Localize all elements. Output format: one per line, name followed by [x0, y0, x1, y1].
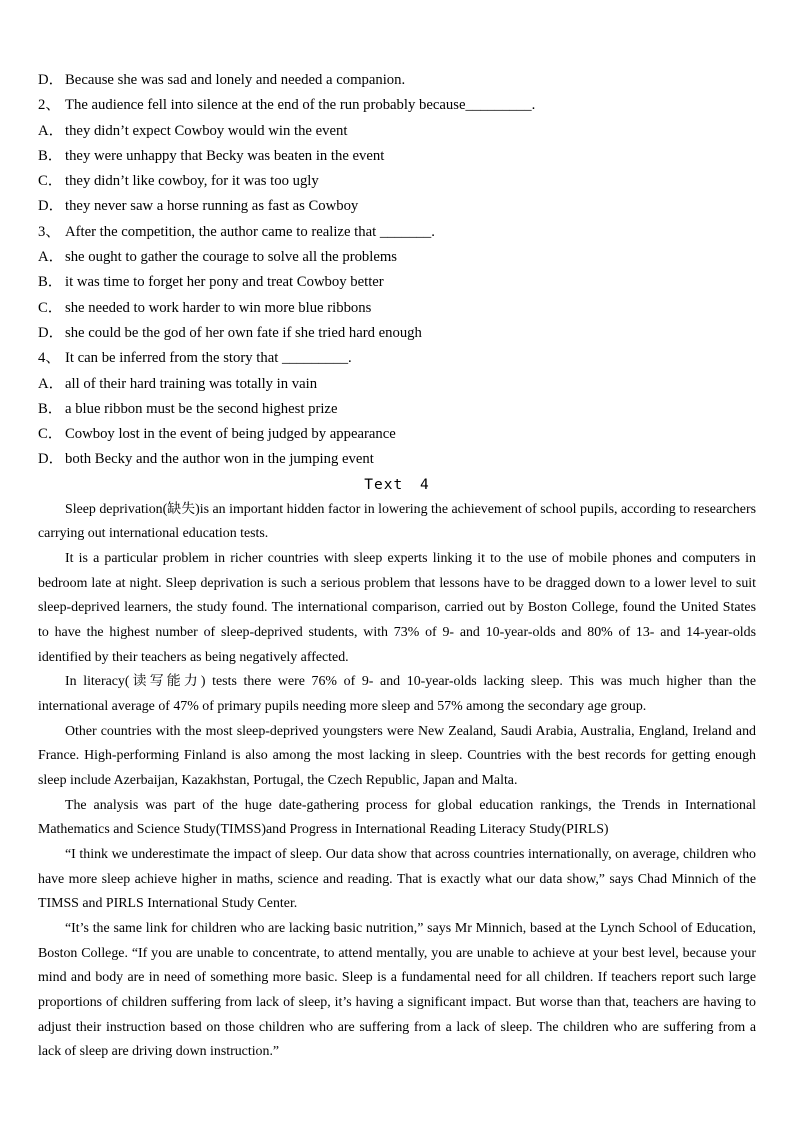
option-label: B． [38, 274, 63, 291]
passage-paragraph: It is a particular problem in richer countries with sleep experts linking it to the use of mobile phones and computers in bedroom late at night. Sleep deprivation is such a serious problem that lessons have to be dragged down to a lower level to suit sleep-deprived learners, the study found. The international comparison, carried out by Boston College, found the United States to have the highest number of sleep-deprived students, with 73% of 9- and 10-year-olds and 80% of 13- and 14-year-olds identified by their teachers as being negatively affected. [38, 551, 756, 665]
question-stem-line [38, 93, 756, 118]
question-option-line [38, 119, 756, 144]
passage-paragraph: The analysis was part of the huge date-gathering process for global education rankings, the Trends in International Mathematics and Science Study(TIMSS)and Progress in International Reading Literacy Study(PIRLS) [38, 797, 756, 838]
option-label: D． [38, 451, 64, 468]
option-text: it was time to forget her pony and treat Cowboy better [65, 274, 384, 291]
passage-paragraph: Sleep deprivation(缺失)is an important hidden factor in lowering the achievement of school pupils, according to researchers carrying out international education tests. [38, 501, 756, 542]
option-text: Because she was sad and lonely and needed a companion. [65, 72, 406, 88]
question-stem: After the competition, the author came to realize that _______. [65, 223, 435, 240]
option-text: Cowboy lost in the event of being judged by appearance [65, 426, 396, 443]
question-number: 2、 [38, 97, 61, 114]
question-section [38, 68, 756, 473]
question-option-line [38, 397, 756, 422]
option-text: all of their hard training was totally in vain [65, 375, 318, 392]
option-label: A． [38, 122, 64, 139]
question-option-line [38, 169, 756, 194]
option-text: a blue ribbon must be the second highest prize [65, 400, 338, 417]
question-option-line [38, 144, 756, 169]
option-label: A． [38, 249, 64, 266]
question-stem: It can be inferred from the story that _________. [65, 350, 352, 367]
option-label: B． [38, 400, 63, 417]
passage-paragraph: “I think we underestimate the impact of sleep. Our data show that across countries internationally, on average, children who have more sleep achieve higher in maths, science and reading. That is exactly what our data show,” says Chad Minnich of the TIMSS and PIRLS International Study Center. [38, 846, 756, 912]
option-text: they didn’t expect Cowboy would win the event [65, 122, 348, 139]
question-option-line [38, 194, 756, 219]
question-stem: The audience fell into silence at the end of the run probably because_________. [65, 97, 536, 114]
question-stem-line [38, 346, 756, 371]
question-option-line [38, 447, 756, 472]
question-option-line [38, 270, 756, 295]
question-option-line [38, 372, 756, 397]
option-label: D． [38, 72, 64, 88]
option-label: C． [38, 426, 63, 443]
carryover-option-line [38, 68, 756, 93]
option-label: B． [38, 147, 63, 164]
option-label: D． [38, 324, 64, 341]
passage-title: Text 4 [364, 476, 430, 493]
question-option-line [38, 422, 756, 447]
option-label: C． [38, 299, 63, 316]
option-text: they were unhappy that Becky was beaten in the event [65, 147, 385, 164]
option-label: C． [38, 173, 63, 190]
option-text: they didn’t like cowboy, for it was too ugly [65, 173, 319, 190]
passage-paragraph: “It’s the same link for children who are lacking basic nutrition,” says Mr Minnich, based at the Lynch School of Education, Boston College. “If you are unable to concentrate, to attend mentally, you are unable to achieve at your best level, because your mind and body are in need of something more basic. Sleep is a fundamental need for all children. If teachers report such large proportions of children suffering from lack of sleep, it’s having a significant impact. But worse than that, teachers are having to adjust their instruction based on those children who are suffering from a lack of sleep. The children who are suffering from a lack of sleep are driving down instruction.” [38, 920, 756, 1060]
passage-paragraph: In literacy(读写能力) tests there were 76% of 9- and 10-year-olds lacking sleep. This was much higher than the international average of 47% of primary pupils needing more sleep and 57% among the secondary age group. [38, 674, 756, 714]
option-label: A． [38, 375, 64, 392]
question-stem-line [38, 220, 756, 245]
question-option-line [38, 245, 756, 270]
option-text: both Becky and the author won in the jumping event [65, 451, 374, 468]
question-number: 4、 [38, 350, 61, 367]
passage-body [38, 498, 756, 1065]
question-number: 3、 [38, 223, 61, 240]
passage-paragraph: Other countries with the most sleep-deprived youngsters were New Zealand, Saudi Arabia, Australia, England, Ireland and France. High-performing Finland is also among the most lacking in sleep. Countries with the best records for getting enough sleep include Azerbaijan, Kazakhstan, Portugal, the Czech Republic, Japan and Malta. [38, 723, 756, 788]
option-text: they never saw a horse running as fast as Cowboy [65, 198, 359, 215]
option-text: she could be the god of her own fate if she tried hard enough [65, 324, 422, 341]
question-option-line [38, 296, 756, 321]
option-text: she needed to work harder to win more blue ribbons [65, 299, 372, 316]
option-label: D． [38, 198, 64, 215]
question-option-line [38, 321, 756, 346]
option-text: she ought to gather the courage to solve all the problems [65, 249, 398, 266]
